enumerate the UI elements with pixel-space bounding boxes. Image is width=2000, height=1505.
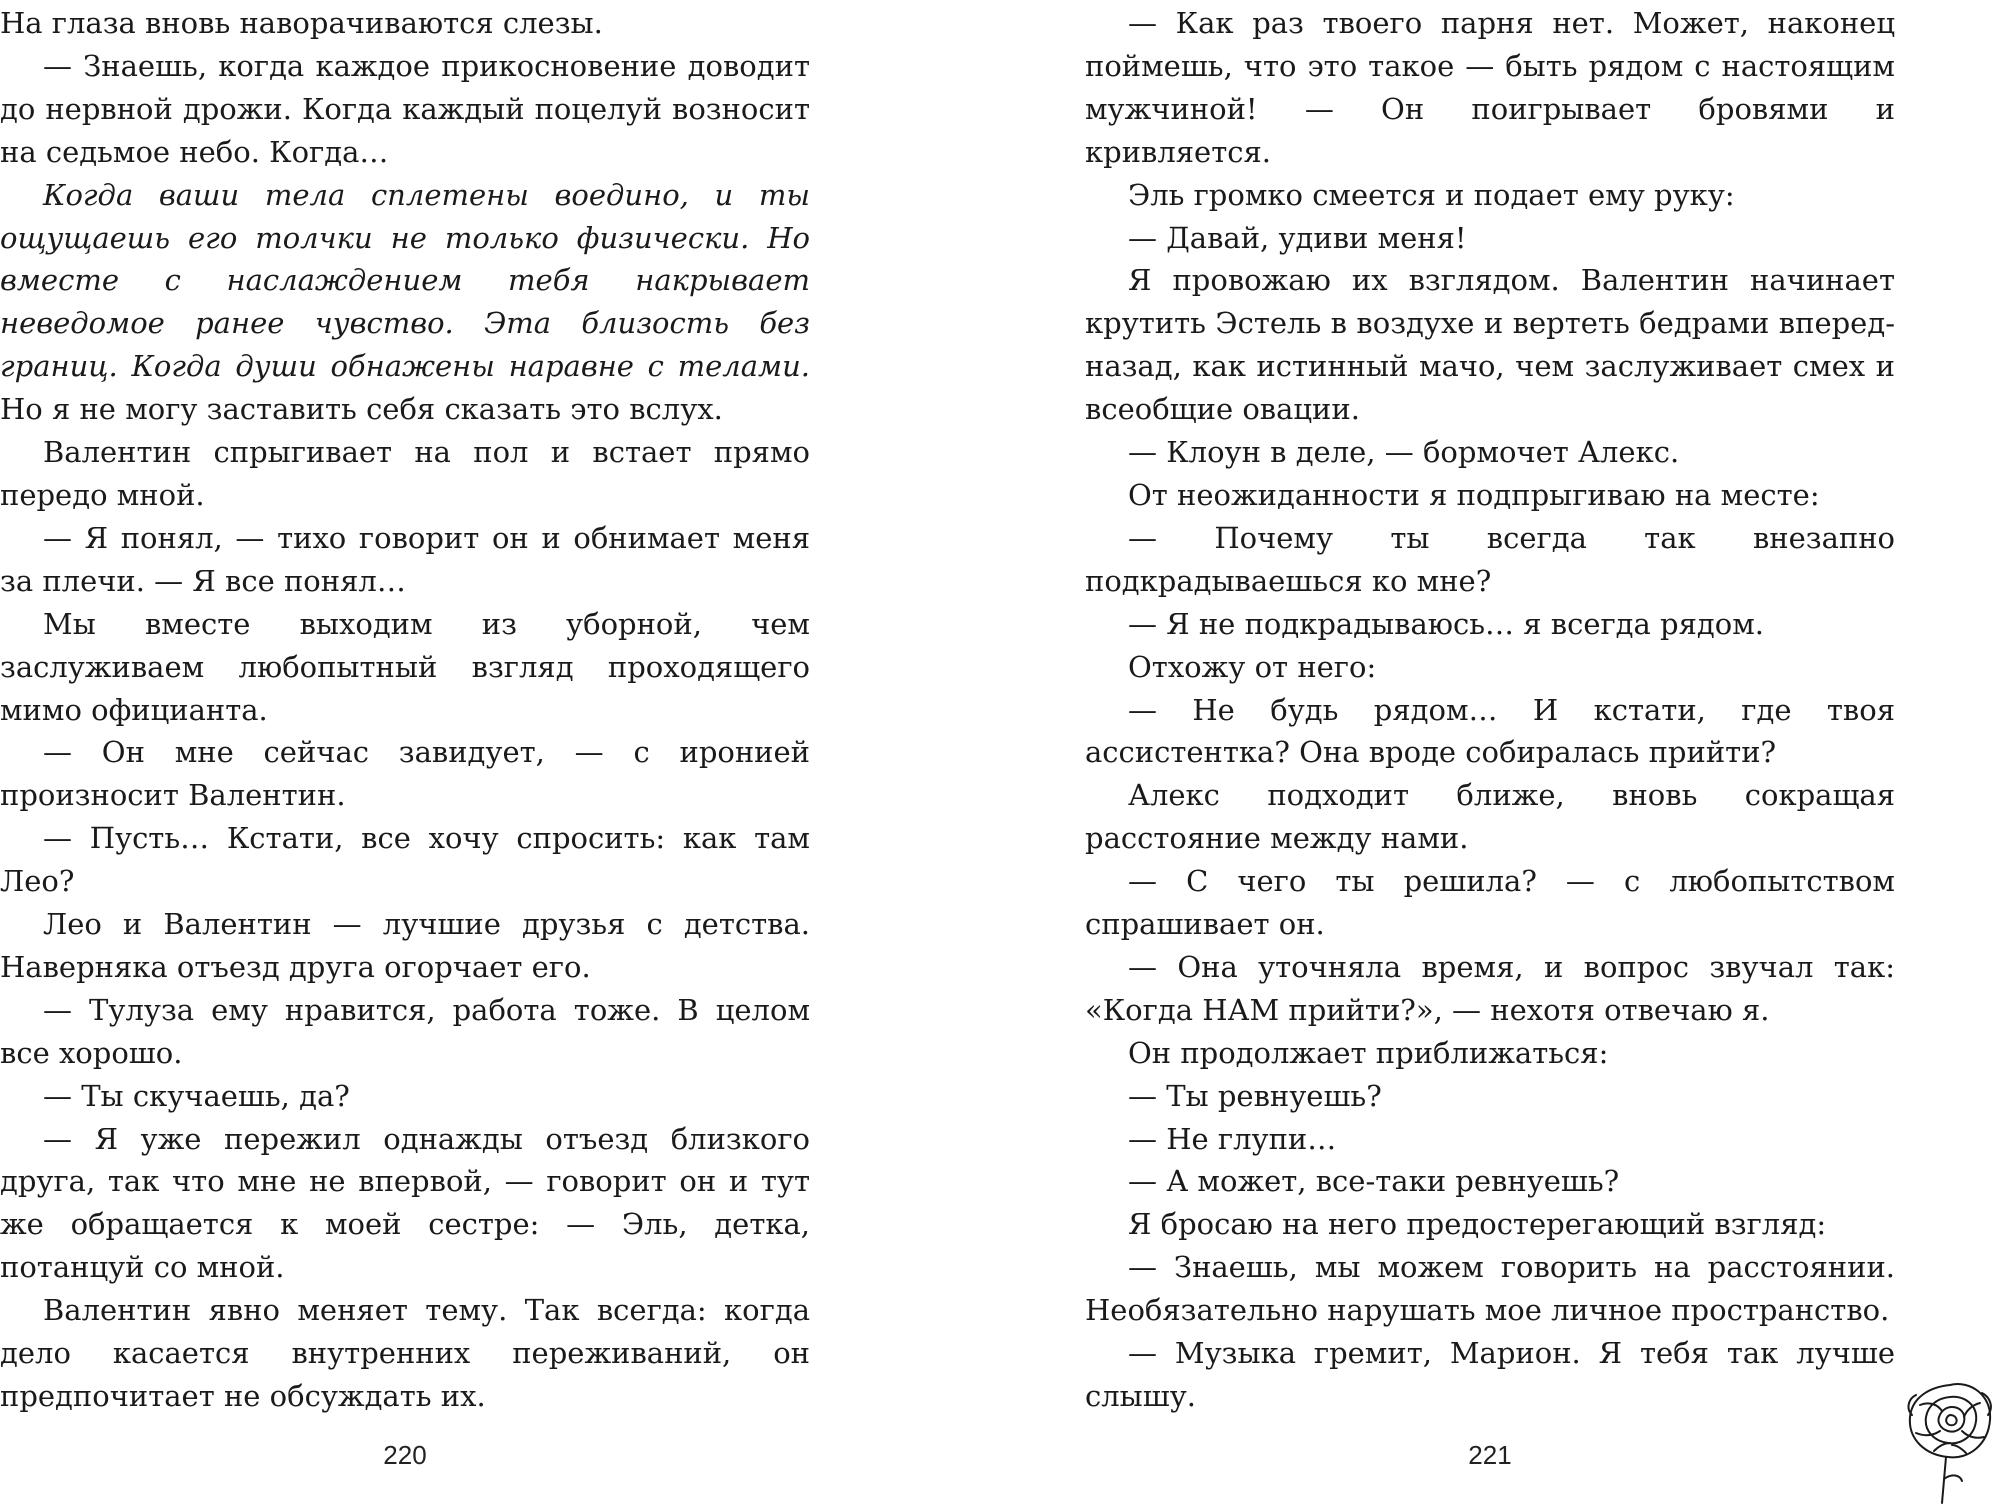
- paragraph: — Ты ревнуешь?: [1128, 1078, 1382, 1113]
- paragraph: Валентин спрыгивает на пол и встает прямо передо мной.: [0, 435, 810, 512]
- paragraph: — Музыка гремит, Марион. Я тебя так лучше слышу.: [1085, 1336, 1895, 1413]
- paragraph: Лео и Валентин — лучшие друзья с детства. Наверняка отъезд друга огорчает его.: [0, 907, 810, 984]
- paragraph: — Он мне сейчас завидует, — с иронией произносит Валентин.: [0, 735, 810, 813]
- paragraph: — С чего ты решила? — с любопытством спрашивает он.: [1085, 864, 1895, 942]
- right-page-text: [1085, 2, 1895, 1418]
- paragraph: Он продолжает приближаться:: [1128, 1035, 1609, 1070]
- paragraph: — Тулуза ему нравится, работа тоже. В целом все хорошо.: [0, 992, 810, 1070]
- paragraph: Валентин явно меняет тему. Так всегда: когда дело касается внутренних переживаний, он предпочитает не обсуждать их.: [0, 1293, 810, 1413]
- paragraph: — Она уточняла время, и вопрос звучал так: «Когда НАМ прийти?», — нехотя отвечаю я.: [1085, 949, 1895, 1027]
- paragraph: Алекс подходит ближе, вновь сокращая расстояние между нами.: [1085, 778, 1895, 856]
- italic-thought: Когда ваши тела сплетены воедино, и ты ощущаешь его толчки не только физически. Но вместе с наслаждением тебя накрывает неведомое ранее чувство. Эта близость без границ. Когда души обнажены наравне с телами.: [0, 177, 810, 384]
- paragraph: — Я не подкрадываюсь… я всегда рядом.: [1128, 606, 1764, 641]
- paragraph: — Знаешь, когда каждое прикосновение доводит до нервной дрожи. Когда каждый поцелуй возносит на седьмое небо. Когда…: [0, 48, 810, 169]
- paragraph: Я провожаю их взглядом. Валентин начинает крутить Эстель в воздухе и вертеть бедрами вперед-назад, как истинный мачо, чем заслуживает смех и всеобщие овации.: [1085, 263, 1895, 427]
- paragraph: — А может, все-таки ревнуешь?: [1128, 1164, 1620, 1199]
- page-number-left: 220: [383, 1440, 427, 1470]
- paragraph: — Клоун в деле, — бормочет Алекс.: [1128, 435, 1680, 470]
- paragraph: От неожиданности я подпрыгиваю на месте:: [1128, 477, 1820, 512]
- paragraph: — Не будь рядом… И кстати, где твоя ассистентка? Она вроде собиралась прийти?: [1085, 692, 1895, 770]
- left-page-text: [0, 2, 810, 1418]
- paragraph: — Как раз твоего парня нет. Может, наконец поймешь, что это такое — быть рядом с настоящим мужчиной! — Он поигрывает бровями и кривляется.: [1085, 6, 1895, 169]
- paragraph: — Почему ты всегда так внезапно подкрадываешься ко мне?: [1085, 520, 1895, 598]
- paragraph-tail: Но я не могу заставить себя сказать это вслух.: [0, 392, 723, 427]
- paragraph: На глаза вновь наворачиваются слезы.: [0, 6, 603, 40]
- paragraph: Я бросаю на него предостерегающий взгляд:: [1128, 1207, 1827, 1242]
- paragraph: [0, 174, 810, 431]
- paragraph: — Я уже пережил однажды отъезд близкого друга, так что мне не впервой, — говорит он и тут же обращается к моей сестре: — Эль, детка, потанцуй со мной.: [0, 1121, 810, 1285]
- rose-icon: [1900, 1375, 2000, 1505]
- paragraph: Эль громко смеется и подает ему руку:: [1128, 177, 1735, 212]
- page-number-right: 221: [1468, 1440, 1512, 1470]
- paragraph: Отхожу от него:: [1128, 649, 1377, 684]
- paragraph: Мы вместе выходим из уборной, чем заслуживаем любопытный взгляд проходящего мимо официанта.: [0, 606, 810, 727]
- left-page: [0, 0, 810, 1505]
- right-page: [1085, 0, 1895, 1505]
- paragraph: — Ты скучаешь, да?: [43, 1078, 350, 1113]
- paragraph: — Пусть… Кстати, все хочу спросить: как там Лео?: [0, 821, 810, 899]
- paragraph: — Давай, удиви меня!: [1128, 220, 1467, 255]
- paragraph: — Не глупи…: [1128, 1121, 1337, 1156]
- paragraph: — Я понял, — тихо говорит он и обнимает меня за плечи. — Я все понял…: [0, 520, 810, 598]
- paragraph: — Знаешь, мы можем говорить на расстоянии. Необязательно нарушать мое личное пространство.: [1085, 1250, 1895, 1328]
